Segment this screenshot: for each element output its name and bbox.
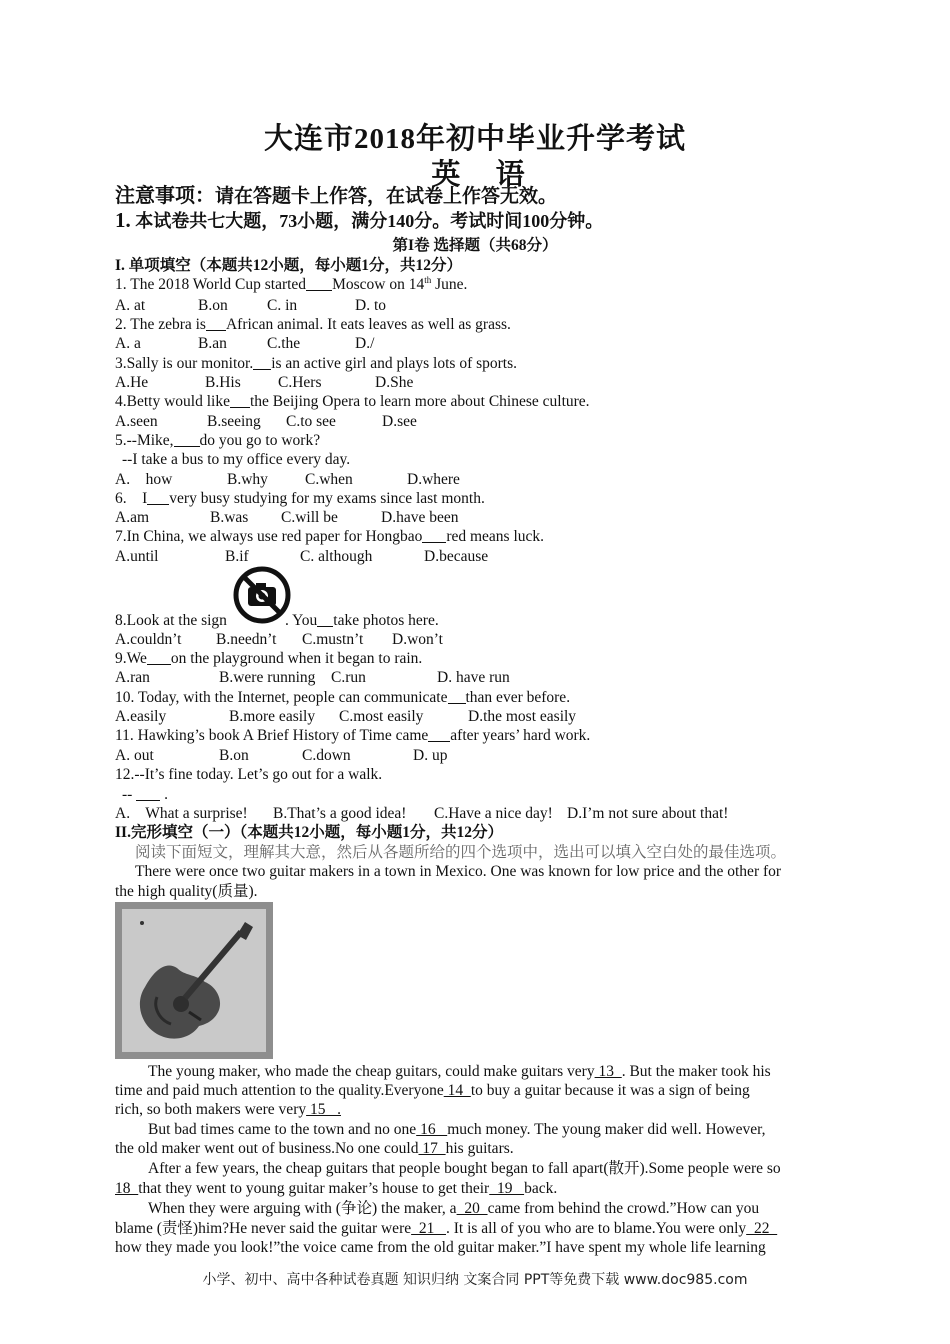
q11-opt-c: C.down <box>302 747 351 764</box>
blank-16: 16 <box>416 1121 448 1138</box>
q5-reply: --I take a bus to my office every day. <box>122 451 351 468</box>
q10-opt-a: A.easily <box>115 708 167 725</box>
p5-text-c: blame (责怪)him?He never said the guitar were <box>115 1220 412 1237</box>
p3-text-d: his guitars. <box>445 1140 514 1157</box>
p5-text-a: When they were arguing with (争论) the maker, a <box>148 1200 457 1217</box>
blank-22: 22 <box>746 1220 778 1237</box>
passage-p5-line3: how they made you look!”the voice came from the old guitar maker.”I have spent my whole life learning <box>115 1239 766 1256</box>
section-1-title: I. 单项填空（本题共12小题，每小题1分，共12分） <box>115 257 463 274</box>
q3-pre: 3.Sally is our monitor. <box>115 355 254 372</box>
q12-opt-b: B.That’s a good idea! <box>273 805 407 822</box>
q10-opt-b: B.more easily <box>229 708 316 725</box>
passage-p5-line2 <box>115 1219 777 1238</box>
p3-text-b: much money. The young maker did well. However, <box>447 1121 766 1138</box>
q4-opt-b: B.seeing <box>207 413 261 430</box>
q3-blank <box>253 354 271 370</box>
q2-opt-b: B.an <box>198 335 227 352</box>
q3-stem <box>115 354 517 373</box>
q3-opt-b: B.His <box>205 374 241 391</box>
q12-options <box>115 804 728 823</box>
blank-20: 20 <box>456 1200 488 1217</box>
q9-pre: 9.We <box>115 650 147 667</box>
q10-opt-d: D.the most easily <box>468 708 577 725</box>
q4-opt-d: D.see <box>382 413 417 430</box>
q10-pre: 10. Today, with the Internet, people can communicate <box>115 689 448 706</box>
q2-options <box>115 334 374 353</box>
q11-blank <box>428 726 450 742</box>
q1-blank <box>306 275 332 291</box>
q2-pre: 2. The zebra is <box>115 316 206 333</box>
p3-text-c: the old maker went out of business.No one could <box>115 1140 419 1157</box>
q1-opt-d: D. to <box>355 297 386 314</box>
p5-text-d: . It is all of you who are to blame.You were only <box>445 1220 747 1237</box>
q2-opt-c: C.the <box>267 335 301 352</box>
q11-opt-d: D. up <box>413 747 448 764</box>
p2-text-b: . But the maker took his <box>621 1063 771 1080</box>
blank-19: 19 <box>489 1180 525 1197</box>
q3-opt-a: A.He <box>115 374 149 391</box>
q3-opt-c: C.Hers <box>278 374 322 391</box>
q5-blank <box>174 431 200 447</box>
blank-13: 13 <box>594 1063 622 1080</box>
q6-options <box>115 508 458 527</box>
q11-opt-a: A. out <box>115 747 154 764</box>
passage-p2-line1 <box>148 1062 771 1081</box>
note-1 <box>115 208 604 232</box>
q6-post: very busy studying for my exams since last month. <box>169 490 485 507</box>
q11-stem <box>115 726 590 745</box>
p2-text-d: to buy a guitar because it was a sign of being <box>470 1082 750 1099</box>
part-1-heading: 第I卷 选择题（共68分） <box>392 237 558 254</box>
q6-pre: 6. I <box>115 490 148 507</box>
p2-text-a: The young maker, who made the cheap guitars, could make guitars very <box>148 1063 595 1080</box>
q6-blank <box>147 489 169 505</box>
q8-opt-a: A.couldn’t <box>115 631 182 648</box>
p5-text-b: came from behind the crowd.”How can you <box>487 1200 760 1217</box>
q6-opt-b: B.was <box>210 509 249 526</box>
blank-21: 21 <box>411 1220 446 1237</box>
q9-options <box>115 668 510 687</box>
exam-subject: 英 语 <box>431 159 539 191</box>
p3-text-a: But bad times came to the town and no one <box>148 1121 417 1138</box>
q5-post: do you go to work? <box>199 432 321 449</box>
q1-sup: th <box>424 274 432 285</box>
q7-opt-c: C. although <box>300 548 373 565</box>
passage-p1-line1: There were once two guitar makers in a town in Mexico. One was known for low price and the other for <box>135 863 782 880</box>
q4-stem <box>115 392 590 411</box>
section-2-title: II.完形填空（一）（本题共12小题，每小题1分，共12分） <box>115 824 503 841</box>
q4-opt-a: A.seen <box>115 413 158 430</box>
q6-opt-a: A.am <box>115 509 150 526</box>
q4-blank <box>230 392 250 408</box>
passage-p4-line1: After a few years, the cheap guitars that people bought began to fall apart(散开).Some people were so <box>148 1160 781 1177</box>
q1-stem <box>115 275 467 294</box>
q1-options <box>115 296 386 315</box>
q5-opt-b: B.why <box>227 471 268 488</box>
q2-blank <box>206 315 226 331</box>
q11-opt-b: B.on <box>219 747 249 764</box>
passage-p2-line3 <box>115 1100 341 1119</box>
q11-pre: 11. Hawking’s book A Brief History of Time came <box>115 727 429 744</box>
q6-stem <box>115 489 485 508</box>
q5-stem <box>115 431 320 450</box>
q7-pre: 7.In China, we always use red paper for Hongbao <box>115 528 423 545</box>
q3-opt-d: D.She <box>375 374 414 391</box>
q4-post: the Beijing Opera to learn more about Chinese culture. <box>249 393 590 410</box>
q12-opt-a: A. What a surprise! <box>115 805 248 822</box>
q1-post: Moscow on 14 <box>332 276 425 293</box>
q1-opt-b: B.on <box>198 297 228 314</box>
q7-blank <box>422 527 446 543</box>
q4-options <box>115 412 417 431</box>
passage-p1-line2: the high quality(质量). <box>115 883 258 900</box>
passage-p4-line2 <box>115 1179 557 1198</box>
passage-p5-line1 <box>148 1199 759 1218</box>
q11-options <box>115 746 447 765</box>
q7-post: red means luck. <box>446 528 545 545</box>
q10-opt-c: C.most easily <box>339 708 424 725</box>
notice-text: 请在答题卡上作答，在试卷上作答无效。 <box>215 186 558 207</box>
q12-opt-c: C.Have a nice day! <box>434 805 553 822</box>
q9-opt-b: B.were running <box>219 669 316 686</box>
passage-p3-line2 <box>115 1139 514 1158</box>
q1-post2: June. <box>431 276 468 293</box>
exam-title: 大连市2018年初中毕业升学考试 <box>263 123 686 155</box>
p2-text-c: time and paid much attention to the quality.Everyone <box>115 1082 444 1099</box>
q12-blank <box>136 785 160 801</box>
passage-p3-line1 <box>148 1120 766 1139</box>
q9-post: on the playground when it began to rain. <box>170 650 423 667</box>
footer-ad: 小学、初中、高中各种试卷真题 知识归纳 文案合同 PPT等免费下载 www.doc985.com <box>202 1272 748 1288</box>
q7-opt-b: B.if <box>225 548 249 565</box>
q8-stem <box>115 611 439 630</box>
notice-label: 注意事项： <box>115 185 215 207</box>
q11-post: after years’ hard work. <box>450 727 591 744</box>
blank-14: 14 <box>443 1082 471 1099</box>
q8-mid: . You <box>284 612 318 629</box>
q5-pre: 5.--Mike, <box>115 432 174 449</box>
q8-post: take photos here. <box>333 612 439 629</box>
note-1-num: 1. <box>115 208 131 232</box>
guitar-image <box>115 902 273 1059</box>
q6-opt-d: D.have been <box>381 509 459 526</box>
p4-text-b: that they went to young guitar maker’s house to get their <box>138 1180 490 1197</box>
q4-pre: 4.Betty would like <box>115 393 230 410</box>
q12-dash: -- <box>122 786 137 803</box>
q1-opt-a: A. at <box>115 297 146 314</box>
q9-opt-c: C.run <box>331 669 366 686</box>
q7-opt-d: D.because <box>424 548 489 565</box>
q12-period: . <box>160 786 168 803</box>
passage-p2-line2 <box>115 1081 750 1100</box>
q12-stem: 12.--It’s fine today. Let’s go out for a walk. <box>115 766 383 783</box>
q12-reply <box>122 785 168 804</box>
q1-opt-c: C. in <box>267 297 298 314</box>
q5-options <box>115 470 460 489</box>
q8-opt-c: C.mustn’t <box>302 631 364 648</box>
q9-stem <box>115 649 422 668</box>
blank-17: 17 <box>418 1140 446 1157</box>
q8-opt-d: D.won’t <box>392 631 443 648</box>
p4-text-c: back. <box>524 1180 558 1197</box>
q12-opt-d: D.I’m not sure about that! <box>567 805 729 822</box>
q8-options <box>115 630 443 649</box>
q3-options <box>115 373 413 392</box>
q2-opt-a: A. a <box>115 335 141 352</box>
q10-blank <box>448 688 466 704</box>
q9-opt-a: A.ran <box>115 669 150 686</box>
p2-text-e: rich, so both makers were very <box>115 1101 307 1118</box>
note-1-text: 本试卷共七大题，73小题，满分140分。考试时间100分钟。 <box>135 211 604 231</box>
guitar-icon <box>115 902 273 1059</box>
q8-opt-b: B.needn’t <box>216 631 277 648</box>
notice-line <box>115 187 557 206</box>
q7-stem <box>115 527 544 546</box>
q1-pre: 1. The 2018 World Cup started <box>115 276 307 293</box>
q10-stem <box>115 688 570 707</box>
q10-post: than ever before. <box>465 689 571 706</box>
q10-options <box>115 707 576 726</box>
section-2-instruction: 阅读下面短文，理解其大意，然后从各题所给的四个选项中，选出可以填入空白处的最佳选项。 <box>135 844 787 861</box>
q8-pre: 8.Look at the sign <box>115 612 227 629</box>
q7-options <box>115 547 488 566</box>
q4-opt-c: C.to see <box>286 413 336 430</box>
blank-15: 15 . <box>306 1101 341 1118</box>
q2-stem <box>115 315 511 334</box>
q9-blank <box>147 649 171 665</box>
q9-opt-d: D. have run <box>437 669 510 686</box>
q6-opt-c: C.will be <box>281 509 338 526</box>
q8-blank <box>317 611 333 627</box>
q2-opt-d: D./ <box>355 335 375 352</box>
q3-post: is an active girl and plays lots of sports. <box>271 355 518 372</box>
q2-post: African animal. It eats leaves as well as grass. <box>225 316 511 333</box>
q5-opt-a: A. how <box>115 471 173 488</box>
blank-18: 18 <box>115 1180 139 1197</box>
q5-opt-c: C.when <box>305 471 353 488</box>
q7-opt-a: A.until <box>115 548 159 565</box>
q5-opt-d: D.where <box>407 471 460 488</box>
